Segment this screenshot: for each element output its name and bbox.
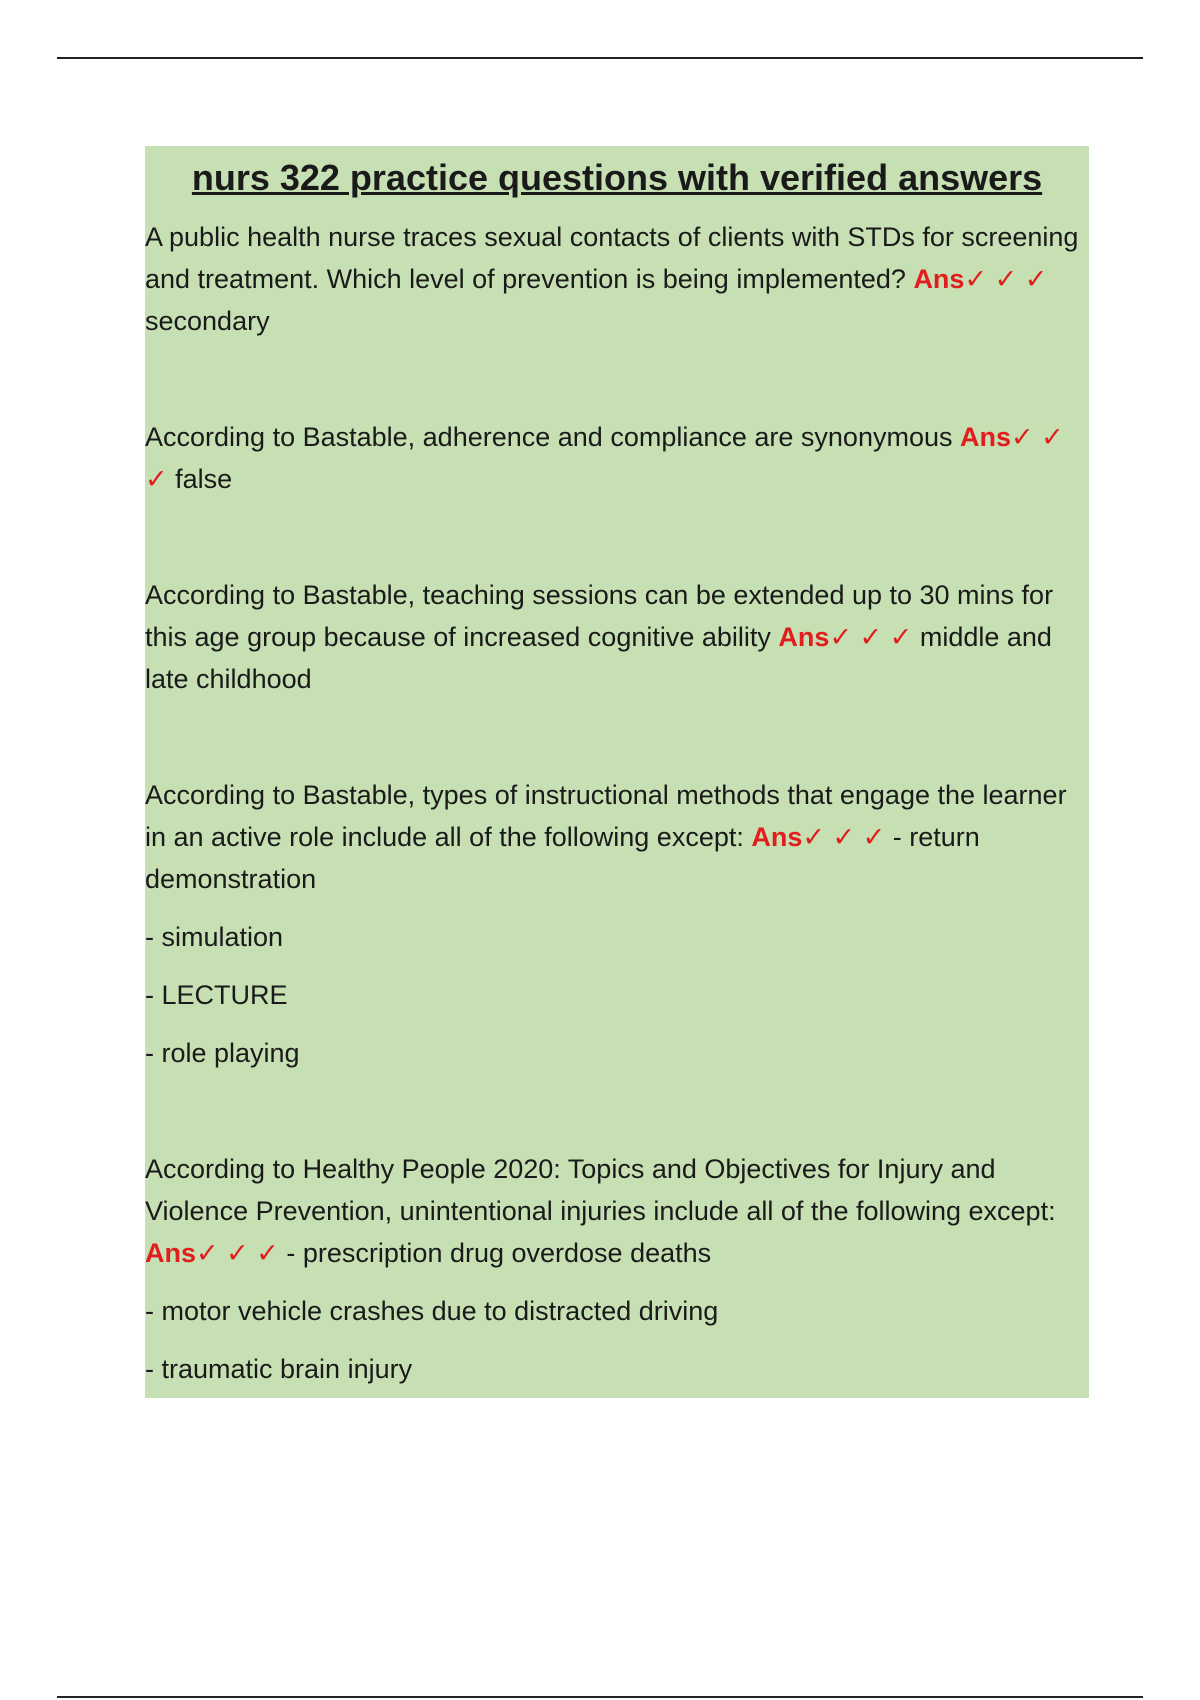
qa-item-1 bbox=[145, 216, 1089, 342]
qa-item-4 bbox=[145, 774, 1089, 1074]
answer-1-text: secondary bbox=[145, 306, 270, 336]
answer-label: Ans bbox=[778, 622, 830, 652]
question-text bbox=[145, 774, 1089, 900]
answer-label: Ans bbox=[913, 264, 965, 294]
question-text bbox=[145, 416, 1089, 500]
checkmark-icon: ✓ ✓ ✓ bbox=[829, 622, 913, 652]
option-text: - motor vehicle crashes due to distracted driving bbox=[145, 1296, 719, 1326]
answer-2-text: false bbox=[175, 464, 233, 494]
question-2-text: According to Bastable, adherence and compliance are synonymous bbox=[145, 422, 953, 452]
answer-3-text: middle and late childhood bbox=[145, 622, 1052, 694]
answer-label: Ans bbox=[960, 422, 1012, 452]
checkmark-icon: ✓ ✓ ✓ bbox=[802, 822, 886, 852]
question-3-text: According to Bastable, teaching sessions can be extended up to 30 mins for this age group because of increased cognitive ability bbox=[145, 580, 1054, 652]
option-text: - role playing bbox=[145, 1038, 300, 1068]
answer-label: Ans bbox=[145, 1238, 197, 1268]
bottom-rule bbox=[57, 1696, 1143, 1698]
question-5-text: According to Healthy People 2020: Topics and Objectives for Injury and Violence Prevention, unintentional injuries include all of the following except: bbox=[145, 1154, 1056, 1226]
question-1-text: A public health nurse traces sexual contacts of clients with STDs for screening and treatment. Which level of prevention is being implemented? bbox=[145, 222, 1079, 294]
option-text: - simulation bbox=[145, 922, 284, 952]
question-text bbox=[145, 574, 1089, 700]
answer-label: Ans bbox=[751, 822, 803, 852]
checkmark-icon: ✓ ✓ ✓ bbox=[964, 264, 1048, 294]
document-title: nurs 322 practice questions with verified answers bbox=[191, 157, 1043, 198]
answer-5-text: - prescription drug overdose deaths bbox=[286, 1238, 712, 1268]
option-text: - LECTURE bbox=[145, 980, 288, 1010]
answer-4-text: - return demonstration bbox=[145, 822, 980, 894]
option-text: - traumatic brain injury bbox=[145, 1354, 413, 1384]
qa-item-5 bbox=[145, 1148, 1089, 1390]
qa-content-area bbox=[145, 146, 1089, 1398]
checkmark-icon: ✓ ✓ ✓ bbox=[196, 1238, 279, 1268]
qa-item-3 bbox=[145, 574, 1089, 700]
question-4-text: According to Bastable, types of instructional methods that engage the learner in an active role include all of the following except: bbox=[145, 780, 1067, 852]
top-rule bbox=[57, 57, 1143, 59]
question-text bbox=[145, 216, 1089, 342]
question-text bbox=[145, 1148, 1089, 1274]
checkmark-icon: ✓ ✓ ✓ bbox=[145, 422, 1064, 494]
qa-item-2 bbox=[145, 416, 1089, 500]
